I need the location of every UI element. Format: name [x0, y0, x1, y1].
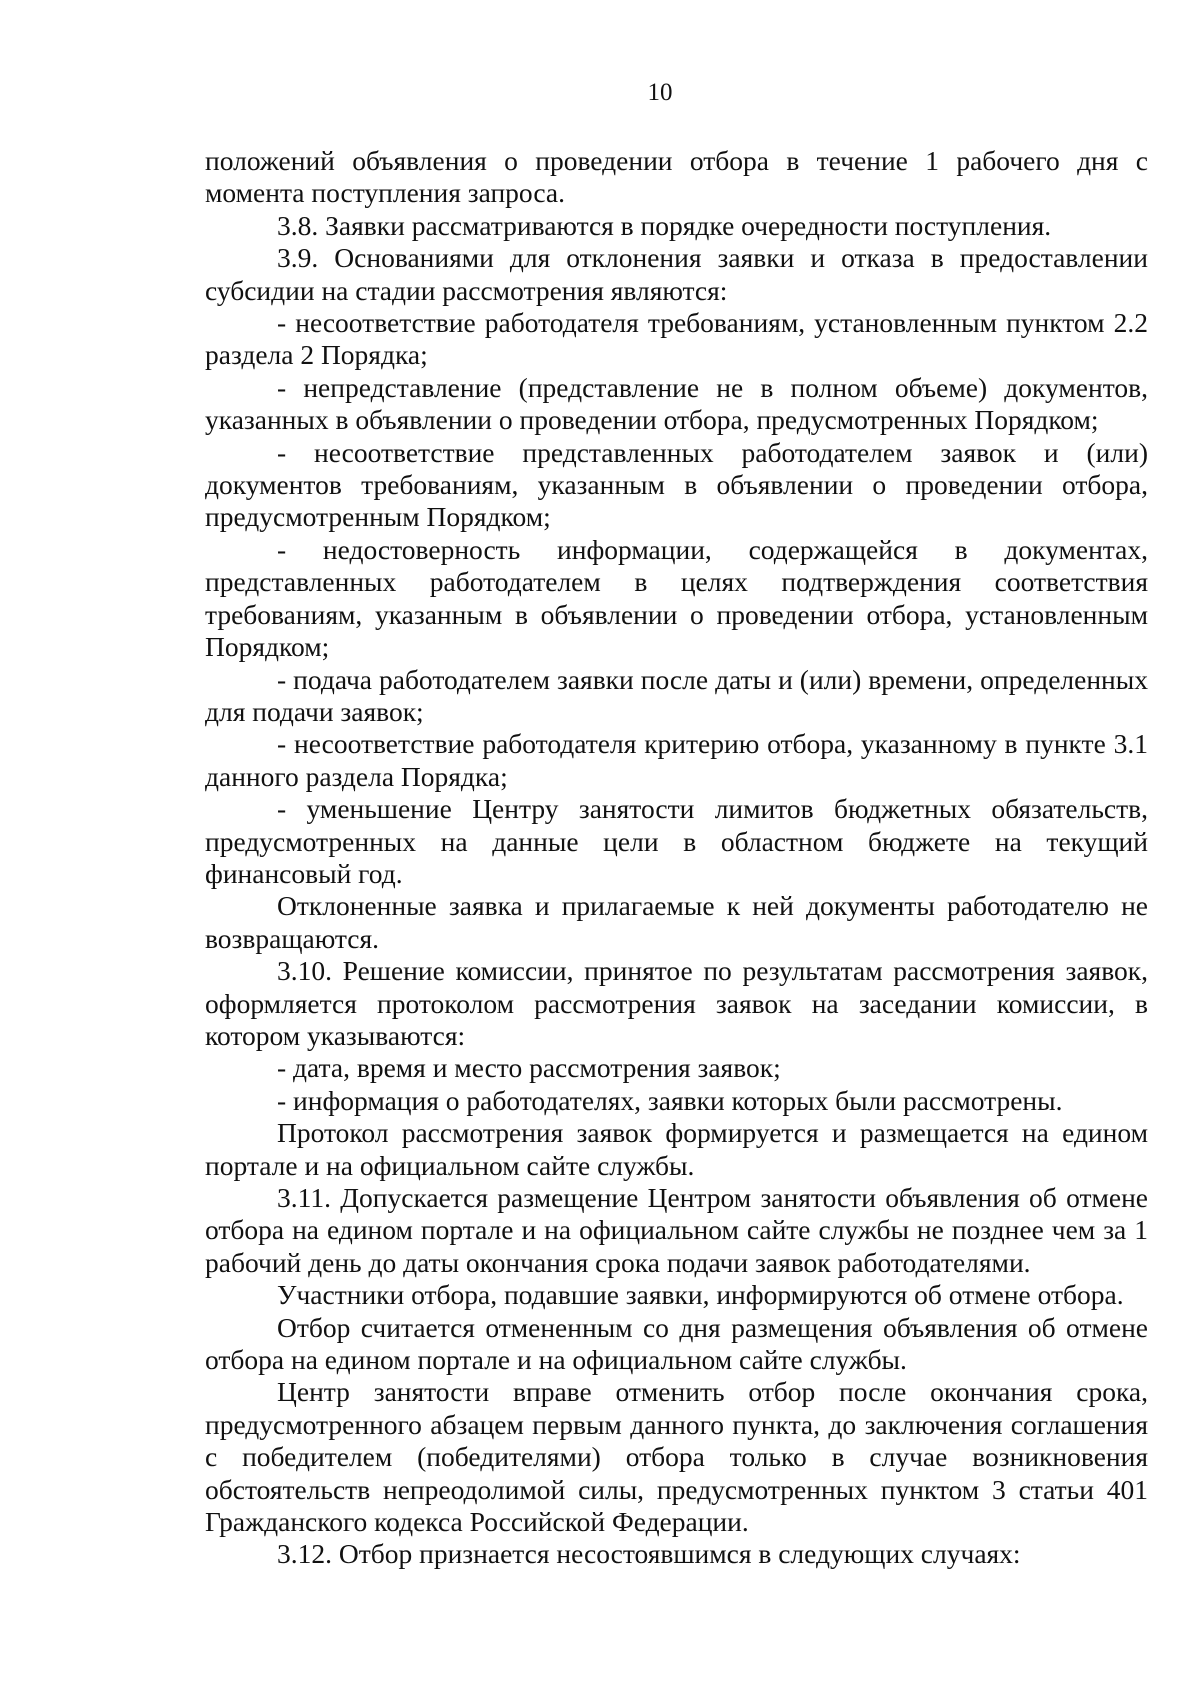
list-item: - несоответствие работодателя критерию отбора, указанному в пункте 3.1 данного раздела Порядка; [205, 728, 1148, 792]
paragraph: 3.8. Заявки рассматриваются в порядке очередности поступления. [277, 209, 1052, 241]
paragraph: Протокол рассмотрения заявок формируется и размещается на едином портале и на официальном сайте службы. [205, 1117, 1148, 1181]
paragraph: положений объявления о проведении отбора в течение 1 рабочего дня с момента поступления запроса. [205, 145, 1148, 209]
paragraph: 3.11. Допускается размещение Центром занятости объявления об отмене отбора на едином портале и на официальном сайте службы не позднее чем за 1 рабочий день до даты окончания срока подачи заявок работодателями. [205, 1182, 1148, 1278]
paragraph: 3.9. Основаниями для отклонения заявки и отказа в предоставлении субсидии на стадии рассмотрения являются: [205, 242, 1148, 306]
list-item: - информация о работодателях, заявки которых были рассмотрены. [277, 1084, 1063, 1116]
list-item: - подача работодателем заявки после даты и (или) времени, определенных для подачи заявок; [205, 663, 1148, 727]
list-item: - недостоверность информации, содержащейся в документах, представленных работодателем в целях подтверждения соответствия требованиям, указанным в объявлении о проведении отбора, установленным Порядком; [205, 533, 1148, 663]
paragraph: Центр занятости вправе отменить отбор после окончания срока, предусмотренного абзацем первым данного пункта, до заключения соглашения с победителем (победителями) отбора только в случае возникновения обстоятельств непреодолимой силы, предусмотренных пунктом 3 статьи 401 Гражданского кодекса Российской Федерации. [205, 1376, 1148, 1538]
paragraph: 3.10. Решение комиссии, принятое по результатам рассмотрения заявок, оформляется протоколом рассмотрения заявок на заседании комиссии, в котором указываются: [205, 955, 1148, 1051]
paragraph: Отклоненные заявка и прилагаемые к ней документы работодателю не возвращаются. [205, 890, 1148, 954]
list-item: - уменьшение Центру занятости лимитов бюджетных обязательств, предусмотренных на данные цели в областном бюджете на текущий финансовый год. [205, 793, 1148, 889]
document-body [205, 145, 1148, 1571]
paragraph: 3.12. Отбор признается несостоявшимся в следующих случаях: [277, 1538, 1021, 1570]
list-item: - непредставление (представление не в полном объеме) документов, указанных в объявлении о проведении отбора, предусмотренных Порядком; [205, 371, 1148, 436]
list-item: - несоответствие работодателя требованиям, установленным пунктом 2.2 раздела 2 Порядка; [205, 307, 1148, 371]
page-number: 10 [647, 79, 673, 106]
paragraph: Участники отбора, подавшие заявки, информируются об отмене отбора. [277, 1279, 1124, 1311]
list-item: - несоответствие представленных работодателем заявок и (или) документов требованиям, указанным в объявлении о проведении отбора, предусмотренным Порядком; [205, 436, 1148, 533]
list-item: - дата, время и место рассмотрения заявок; [277, 1052, 781, 1084]
paragraph: Отбор считается отмененным со дня размещения объявления об отмене отбора на едином портале и на официальном сайте службы. [205, 1311, 1148, 1376]
